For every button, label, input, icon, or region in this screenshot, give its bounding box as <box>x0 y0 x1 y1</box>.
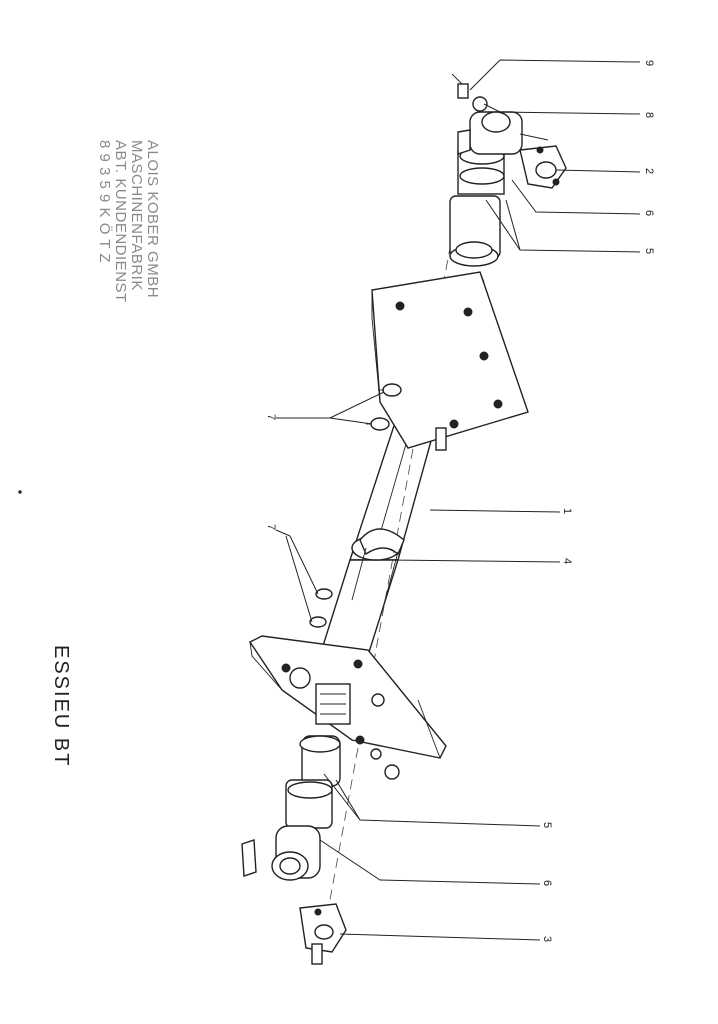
company-division: MASCHINENFABRIK <box>128 140 145 291</box>
callout-9: 9 <box>643 60 655 67</box>
callout-4: 4 <box>561 558 573 565</box>
lower-stub-axle <box>242 736 346 964</box>
callout-3: 3 <box>541 936 553 943</box>
grease-nipples-lower <box>310 589 332 627</box>
callout-5-upper: 5 <box>643 248 655 255</box>
loose-nuts <box>371 749 399 779</box>
company-postcode-city: 8 9 3 5 9 K Ö T Z <box>96 140 113 264</box>
callout-5-lower: 5 <box>541 822 553 829</box>
callout-1: 1 <box>561 508 573 515</box>
drawing-title: ESSIEU BT <box>50 645 72 768</box>
callout-8: 8 <box>643 112 655 119</box>
upper-mounting-plate <box>372 272 528 450</box>
upper-nut-and-nipple <box>452 74 487 111</box>
callout-7-upper: 7 <box>265 414 277 421</box>
callout-7-lower: 7 <box>265 524 277 531</box>
company-department: ABT. KUNDENDIENST <box>112 140 129 303</box>
company-name: ALOIS KOBER GMBH <box>144 140 161 299</box>
lower-mounting-plate <box>250 636 446 758</box>
callout-6-upper: 6 <box>643 210 655 217</box>
upper-stub-axle <box>450 112 566 266</box>
callout-6-lower: 6 <box>541 880 553 887</box>
callout-2: 2 <box>643 168 655 175</box>
stray-dot <box>19 491 21 493</box>
